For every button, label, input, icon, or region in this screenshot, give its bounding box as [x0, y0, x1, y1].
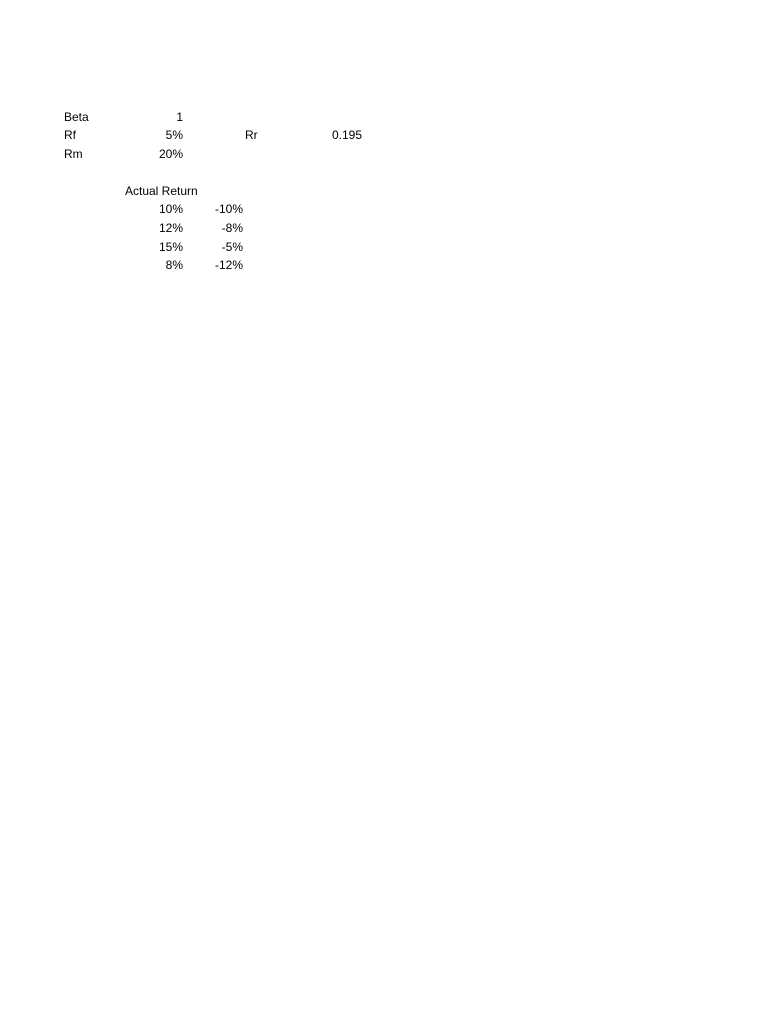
- rm-label: Rm: [64, 147, 83, 161]
- return-cell-b: -10%: [214, 202, 243, 216]
- rr-value: 0.195: [332, 128, 363, 142]
- return-cell-b: -5%: [221, 240, 243, 254]
- return-cell-a: 10%: [158, 202, 183, 216]
- rf-value: 5%: [165, 128, 183, 142]
- return-cell-a: 8%: [165, 258, 183, 272]
- return-cell-a: 15%: [158, 240, 183, 254]
- return-cell-a: 12%: [158, 221, 183, 235]
- beta-value: 1: [176, 110, 183, 124]
- rm-value: 20%: [158, 147, 183, 161]
- return-cell-b: -8%: [221, 221, 243, 235]
- return-cell-b: -12%: [214, 258, 243, 272]
- actual-return-header: Actual Return: [125, 184, 198, 198]
- rf-label: Rf: [64, 128, 76, 142]
- rr-label: Rr: [245, 128, 258, 142]
- beta-label: Beta: [64, 110, 89, 124]
